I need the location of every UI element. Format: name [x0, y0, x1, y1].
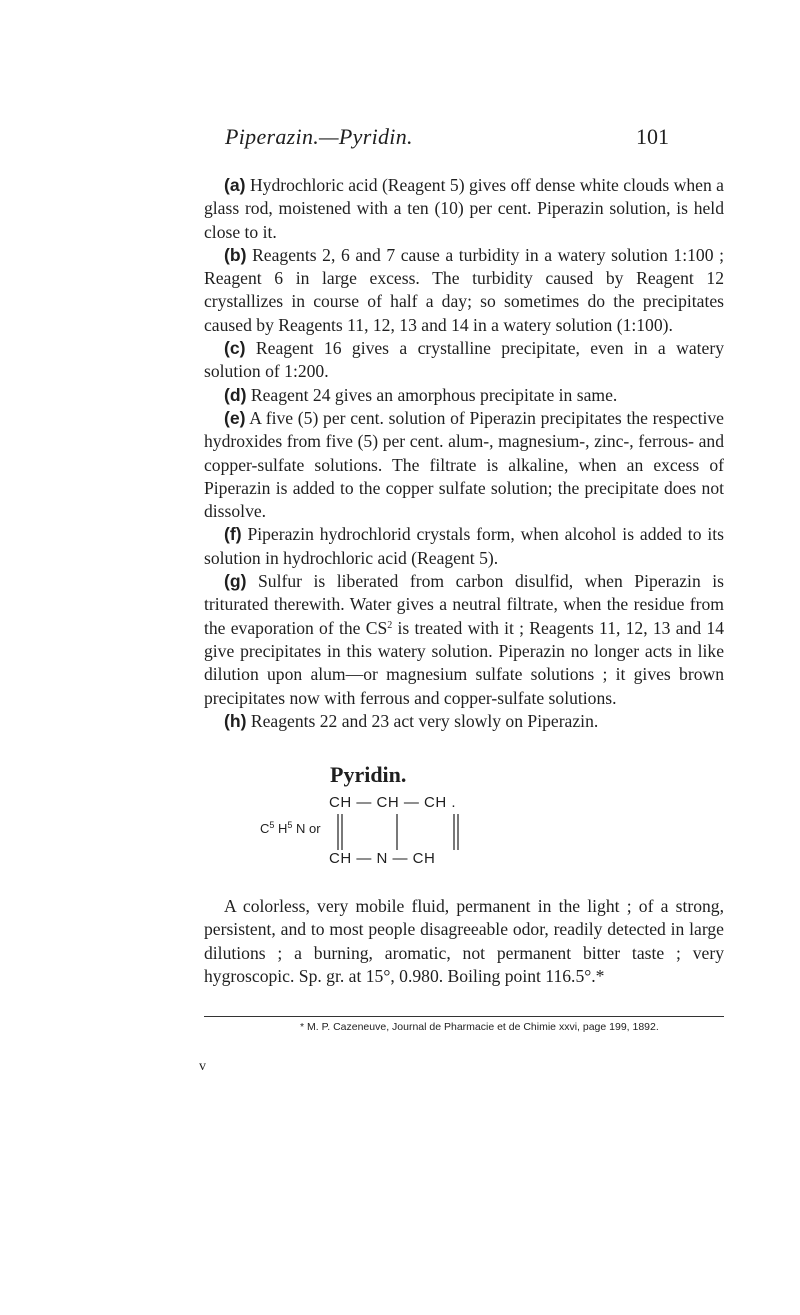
- formula-c: C: [260, 821, 270, 836]
- formula-bottom-row: CH — N — CH: [329, 850, 436, 867]
- paragraph-c: [204, 337, 724, 384]
- running-header: [0, 124, 800, 154]
- paragraph-label: (b): [224, 244, 247, 265]
- main-text: [204, 174, 724, 733]
- paragraph-label: (h): [224, 710, 247, 731]
- paragraph-label: (a): [224, 175, 246, 195]
- formula-top-row: CH — CH — CH .: [329, 794, 456, 811]
- paragraph-label: (f): [224, 524, 242, 545]
- paragraph-label: (g): [224, 571, 247, 592]
- section-title: Pyridin.: [330, 762, 407, 787]
- footnote: * M. P. Cazeneuve, Journal de Pharmacie et de Chimie xxvi, page 199, 1892.: [300, 1021, 659, 1033]
- paragraph-e: [204, 407, 724, 523]
- paragraph-d: [204, 384, 724, 407]
- superscript: 2: [387, 619, 393, 631]
- paragraph-f: [204, 523, 724, 570]
- paragraph-g: [204, 570, 724, 710]
- paragraph-a: [204, 174, 724, 244]
- paragraph-h: [204, 710, 724, 733]
- paragraph-text-after: is treated with it ; Reagents 11, 12, 13 and 14 give precipitates in this watery solution. Piperazin no longer acts in like dilution upon alum—or magnesium sulfate solutions ; it gives brown precipitates now with ferrous and copper-sulfate solutions.: [204, 617, 724, 708]
- paragraph-label: (c): [224, 338, 246, 359]
- paragraph-text: Reagents 2, 6 and 7 cause a turbidity in a watery solution 1:100 ; Reagent 6 in large excess. The turbidity caused by Reagent 12 crystallizes in course of half a day; so sometimes do the precipitates caused by Reagents 11, 12, 13 and 14 in a watery solution (1:100).: [204, 244, 724, 335]
- paragraph-text: Hydrochloric acid (Reagent 5) gives off dense white clouds when a glass rod, moistened with a ten (10) per cent. Piperazin solution, is held close to it.: [204, 175, 724, 242]
- structural-formula: [260, 790, 680, 886]
- paragraph-text: Reagent 16 gives a crystalline precipitate, even in a watery solution of 1:200.: [204, 338, 724, 382]
- running-title: Piperazin.—Pyridin.: [225, 124, 413, 149]
- formula-bonds: [260, 790, 680, 886]
- paragraph-text: Reagent 24 gives an amorphous precipitate in same.: [246, 384, 618, 405]
- description-text: A colorless, very mobile fluid, permanent in the light ; of a strong, persistent, and to most people disagreeable odor, readily detected in large dilutions ; a burning, aromatic, not permanent bitter taste ; very hygroscopic. Sp. gr. at 15°, 0.980. Boiling point 116.5°.*: [204, 896, 724, 986]
- page-number: 101: [636, 124, 669, 149]
- paragraph-text-before: Sulfur is liberated from carbon disulfid, when Piperazin is triturated therewith. Water gives a neutral filtrate, when the residue from the evaporation of the CS: [204, 571, 724, 638]
- formula-c-subscript: 5: [269, 820, 275, 830]
- paragraph-label: (e): [224, 407, 246, 428]
- paragraph-text: A five (5) per cent. solution of Piperazin precipitates the respective hydroxides from five (5) per cent. alum-, magnesium-, zinc-, ferrous- and copper-sulfate solutions. The filtrate is alkaline, when an excess of Piperazin is added to the copper sulfate solution; the precipitate does not dissolve.: [204, 407, 724, 522]
- formula-h-subscript: 5: [287, 820, 293, 830]
- pyridin-description: [204, 895, 724, 988]
- paragraph-text: Reagents 22 and 23 act very slowly on Piperazin.: [246, 710, 599, 731]
- paragraph-label: (d): [224, 384, 247, 405]
- paragraph-text: Piperazin hydrochlorid crystals form, when alcohol is added to its solution in hydrochloric acid (Reagent 5).: [204, 524, 724, 568]
- formula-h: H: [274, 821, 288, 836]
- footnote-rule: [204, 1016, 724, 1017]
- margin-mark: v: [199, 1059, 206, 1074]
- formula-rest: N or: [292, 821, 321, 836]
- paragraph-b: [204, 244, 724, 337]
